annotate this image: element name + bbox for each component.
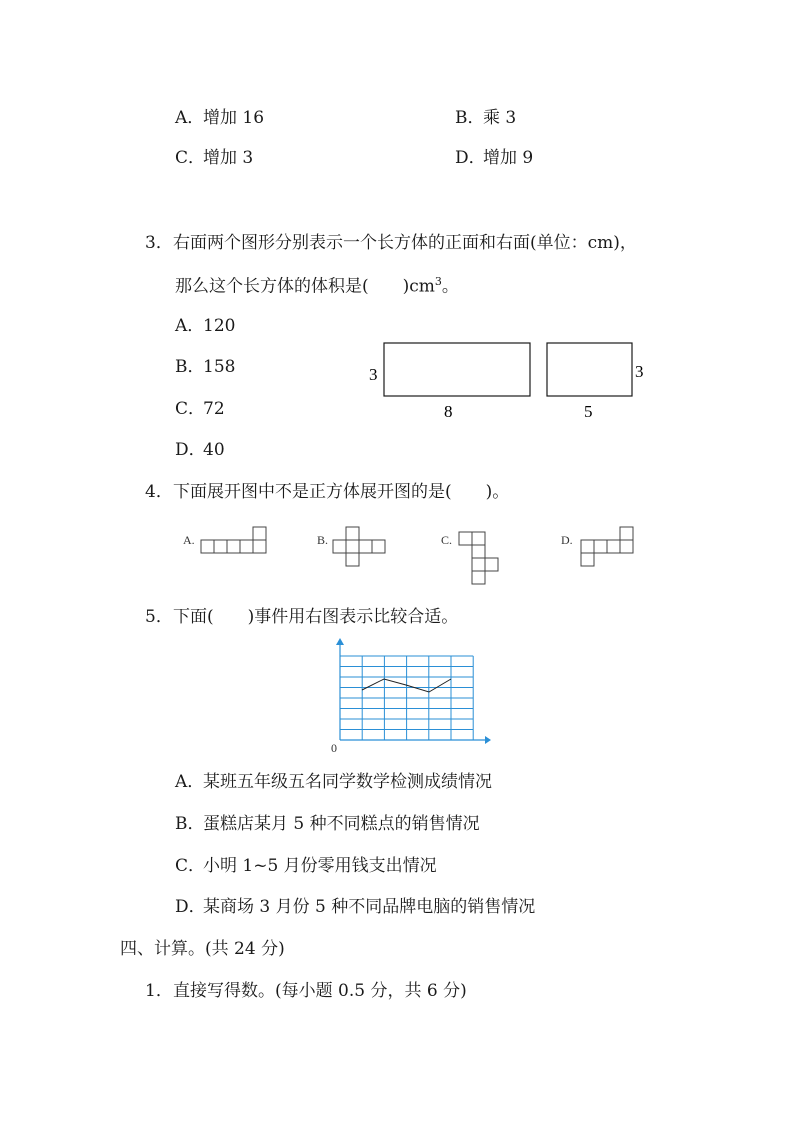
origin-label: 0 — [331, 741, 337, 755]
right-face-width-label: 5 — [584, 402, 593, 421]
q3-stem-line1 — [145, 235, 637, 252]
option-letter: B． — [175, 814, 205, 834]
q3-stem-line2 — [175, 276, 459, 296]
option-text: 蛋糕店某月 5 种不同糕点的销售情况 — [203, 814, 480, 834]
net-b — [333, 527, 385, 566]
option-letter: C． — [175, 856, 206, 876]
q2-option-a — [175, 110, 264, 127]
q4-stem — [145, 484, 509, 501]
net-d — [581, 527, 633, 566]
superscript: 3 — [434, 275, 442, 288]
net-d-label: D. — [561, 533, 573, 547]
option-letter: D． — [175, 440, 206, 460]
front-face-rect — [384, 343, 530, 396]
q2-option-b — [455, 110, 516, 127]
q5-stem — [145, 609, 458, 626]
option-letter: A． — [175, 108, 205, 128]
option-letter: B． — [455, 108, 485, 128]
option-text: 158 — [203, 357, 236, 377]
option-text: 40 — [203, 440, 225, 460]
question-text: 。 — [441, 276, 459, 297]
front-face-width-label: 8 — [444, 402, 453, 421]
q3-option-b — [175, 359, 235, 376]
option-text: 72 — [203, 399, 225, 419]
right-face-height-label: 3 — [635, 362, 644, 381]
option-letter: B． — [175, 357, 205, 377]
q3-option-a — [175, 318, 235, 335]
q2-option-c — [175, 150, 253, 167]
net-c — [459, 532, 498, 584]
option-text: 乘 3 — [483, 108, 517, 128]
option-text: 增加 9 — [483, 148, 534, 168]
q3-rectangles-figure — [360, 335, 660, 425]
question-text: 下面( )事件用右图表示比较合适。 — [173, 607, 459, 627]
option-letter: C． — [175, 399, 206, 419]
option-letter: D． — [455, 148, 486, 168]
q5-option-c — [175, 858, 437, 875]
question-text: 右面两个图形分别表示一个长方体的正面和右面(单位：cm)， — [173, 233, 637, 253]
q3-option-d — [175, 442, 225, 459]
question-number: 3． — [145, 233, 173, 253]
y-axis-arrow-icon — [336, 638, 344, 645]
q5-option-d — [175, 899, 535, 916]
graph-grid — [340, 656, 473, 740]
option-letter: A． — [175, 316, 205, 336]
option-text: 120 — [203, 316, 236, 336]
question-text: 下面展开图中不是正方体展开图的是( )。 — [173, 482, 510, 502]
option-letter: A． — [175, 772, 205, 792]
option-letter: D． — [175, 897, 206, 917]
question-number: 5． — [145, 607, 173, 627]
q4-nets-figure — [175, 520, 655, 592]
q2-option-d — [455, 150, 533, 167]
q5-option-a — [175, 774, 492, 791]
calc-question-1 — [145, 983, 467, 1000]
net-a — [201, 527, 266, 553]
option-text: 小明 1~5 月份零用钱支出情况 — [203, 856, 437, 876]
q5-option-b — [175, 816, 480, 833]
net-c-label: C. — [441, 533, 453, 547]
option-text: 某班五年级五名同学数学检测成绩情况 — [203, 772, 492, 792]
right-face-rect — [547, 343, 632, 396]
front-face-height-label: 3 — [369, 365, 378, 384]
question-number: 1． — [145, 981, 173, 1001]
q5-line-graph — [325, 636, 495, 758]
net-b-label: B. — [317, 533, 329, 547]
question-text: 直接写得数。(每小题 0.5 分，共 6 分) — [173, 981, 467, 1001]
option-text: 某商场 3 月份 5 种不同品牌电脑的销售情况 — [203, 897, 536, 917]
question-number: 4． — [145, 482, 173, 502]
question-text: 那么这个长方体的体积是( )cm — [175, 276, 435, 297]
net-a-label: A. — [183, 533, 195, 547]
section-heading: 四、计算。(共 24 分) — [120, 939, 285, 959]
x-axis-arrow-icon — [485, 736, 491, 744]
option-letter: C． — [175, 148, 206, 168]
option-text: 增加 16 — [203, 108, 265, 128]
option-text: 增加 3 — [203, 148, 254, 168]
q3-option-c — [175, 401, 225, 418]
